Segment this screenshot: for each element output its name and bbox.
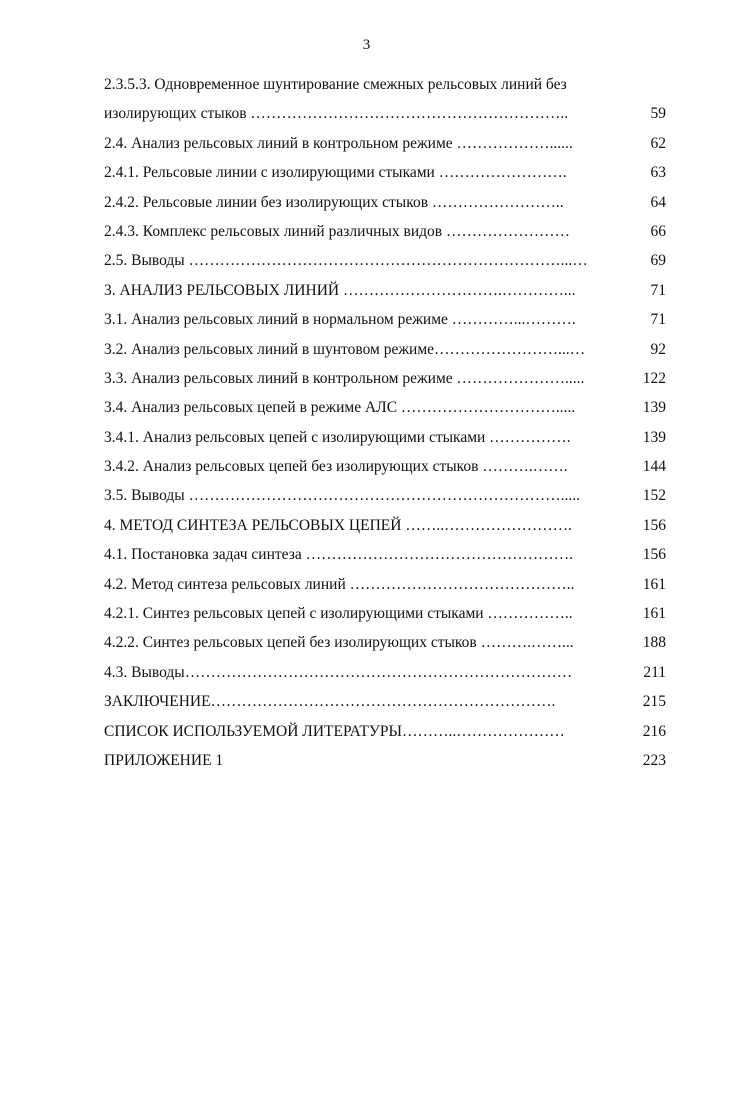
toc-entry [104, 188, 666, 217]
toc-entry-title: 2.5. Выводы ………………………………………………………………...… [104, 252, 588, 270]
toc-entry-title: 2.4.1. Рельсовые линии с изолирующими стыками ……………………. [104, 164, 567, 182]
toc-entry-page: 92 [650, 340, 666, 358]
toc-entry [104, 423, 666, 452]
toc-entry-page: 71 [650, 281, 666, 299]
toc-entry-title-line: 2.3.5.3. Одновременное шунтирование смежных рельсовых линий без [104, 76, 567, 93]
toc-entry-title: 2.4.2. Рельсовые линии без изолирующих стыков …………………….. [104, 193, 564, 211]
toc-entry-page: 139 [642, 399, 666, 417]
toc-entry [104, 687, 666, 716]
toc-entry-title: 4.3. Выводы………………………………………………………………… [104, 663, 573, 681]
toc-entry-title: 4.2.2. Синтез рельсовых цепей без изолирующих стыков ……….……... [104, 634, 574, 652]
toc-entry [104, 540, 666, 569]
toc-entry-title: 3.3. Анализ рельсовых линий в контрольном режиме …………………..... [104, 369, 585, 387]
toc-entry-page: 63 [650, 164, 666, 182]
toc-entry-title: 3.5. Выводы ………………………………………………………………..... [104, 487, 580, 505]
toc-entry [104, 276, 666, 305]
toc-entry [104, 570, 666, 599]
toc-entry [104, 599, 666, 628]
toc-entry-title: 4.2. Метод синтеза рельсовых линий …………………………………….. [104, 575, 575, 593]
toc-entry [104, 246, 666, 275]
toc-entry [104, 393, 666, 422]
toc-entry [104, 158, 666, 187]
toc-entry [104, 511, 666, 540]
toc-entry [104, 305, 666, 334]
toc-entry-title: 3. АНАЛИЗ РЕЛЬСОВЫХ ЛИНИЙ ………………………….…………... [104, 281, 576, 299]
toc-entry-page: 156 [642, 516, 666, 534]
toc-entry [104, 70, 666, 129]
toc-entry-title: 3.4.1. Анализ рельсовых цепей с изолирующими стыками ……………. [104, 428, 571, 446]
toc-entry-page: 216 [642, 722, 666, 740]
toc-entry [104, 658, 666, 687]
toc-entry [104, 364, 666, 393]
toc-entry-title: ЗАКЛЮЧЕНИЕ…………………………………………………………. [104, 693, 556, 711]
toc-entry-title: 3.2. Анализ рельсовых линий в шунтовом режиме……………………...… [104, 340, 586, 358]
toc-entry-page: 59 [650, 105, 666, 123]
toc-entry-title: 3.4.2. Анализ рельсовых цепей без изолирующих стыков ……….……. [104, 458, 568, 476]
toc-entry-title: 3.4. Анализ рельсовых цепей в режиме АЛС …………………………..... [104, 399, 576, 417]
toc-entry-page: 161 [642, 575, 666, 593]
toc-entry [104, 717, 666, 746]
toc-entry [104, 217, 666, 246]
toc-entry-page: 156 [642, 546, 666, 564]
toc-entry-title: 4. МЕТОД СИНТЕЗА РЕЛЬСОВЫХ ЦЕПЕЙ ……..……………………. [104, 516, 572, 534]
toc-entry-title: 2.4.3. Комплекс рельсовых линий различных видов …………………… [104, 222, 570, 240]
toc-entry-page: 161 [642, 605, 666, 623]
toc-entry-page: 211 [643, 663, 666, 681]
toc-entry [104, 628, 666, 657]
toc-entry-title: СПИСОК ИСПОЛЬЗУЕМОЙ ЛИТЕРАТУРЫ………..………………… [104, 722, 565, 740]
toc-entry-page: 71 [650, 311, 666, 329]
toc-entry-page: 144 [642, 458, 666, 476]
toc-entry-page: 64 [650, 193, 666, 211]
toc-entry-title: 4.1. Постановка задач синтеза ……………………………………………. [104, 546, 573, 564]
toc-entry [104, 481, 666, 510]
toc-entry-title: ПРИЛОЖЕНИЕ 1 [104, 752, 224, 769]
toc-entry-page: 62 [650, 134, 666, 152]
toc-entry-page: 152 [642, 487, 666, 505]
toc-entry-page: 215 [642, 693, 666, 711]
page-number: 3 [362, 37, 371, 53]
toc-entry-page: 139 [642, 428, 666, 446]
toc-entry-page: 223 [642, 752, 666, 769]
toc-entry-title-line: изолирующих стыков …………………………………………………….. [104, 105, 569, 123]
toc-entry-page: 188 [642, 634, 666, 652]
toc-entry-title [104, 70, 629, 129]
toc-entry-title: 4.2.1. Синтез рельсовых цепей с изолирующими стыками …………….. [104, 605, 573, 623]
toc-entry [104, 452, 666, 481]
table-of-contents [104, 70, 666, 775]
toc-entry-page: 66 [650, 222, 666, 240]
toc-entry-title: 3.1. Анализ рельсовых линий в нормальном режиме …………...………. [104, 311, 576, 329]
toc-entry-page: 122 [642, 369, 666, 387]
toc-entry [104, 129, 666, 158]
toc-entry-title: 2.4. Анализ рельсовых линий в контрольном режиме ………………...... [104, 134, 573, 152]
toc-entry [104, 746, 666, 775]
toc-entry-page: 69 [650, 252, 666, 270]
toc-entry [104, 335, 666, 364]
